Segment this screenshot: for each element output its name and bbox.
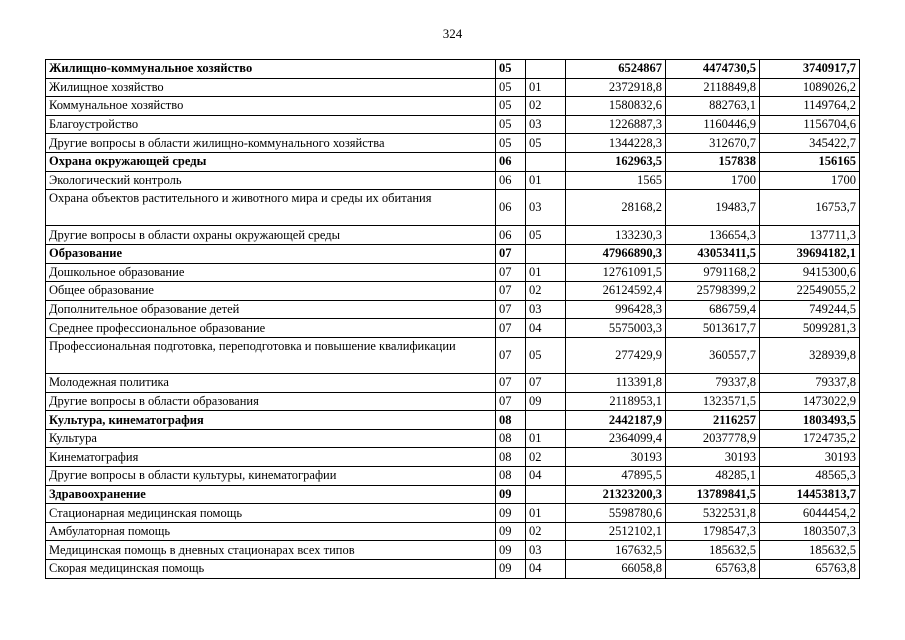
section-code-cell: 07: [496, 300, 526, 319]
table-row: [46, 190, 860, 226]
value-3-cell: 328939,8: [760, 337, 860, 373]
value-3-cell: 39694182,1: [760, 244, 860, 263]
value-1-cell: 1344228,3: [566, 134, 666, 153]
row-name-cell: Коммунальное хозяйство: [46, 97, 496, 116]
table-row: [46, 78, 860, 97]
value-1-cell: 1580832,6: [566, 97, 666, 116]
value-1-cell: 162963,5: [566, 152, 666, 171]
value-2-cell: 686759,4: [666, 300, 760, 319]
subsection-code-cell: 03: [526, 115, 566, 134]
value-1-cell: 28168,2: [566, 190, 666, 226]
subsection-code-cell: 03: [526, 190, 566, 226]
section-code-cell: 09: [496, 485, 526, 504]
value-3-cell: 65763,8: [760, 560, 860, 579]
table-row: [46, 541, 860, 560]
section-code-cell: 05: [496, 60, 526, 79]
value-1-cell: 2118953,1: [566, 392, 666, 411]
row-name-cell: Стационарная медицинская помощь: [46, 504, 496, 523]
value-3-cell: 1149764,2: [760, 97, 860, 116]
value-2-cell: 65763,8: [666, 560, 760, 579]
table-row: [46, 115, 860, 134]
value-2-cell: 43053411,5: [666, 244, 760, 263]
subsection-code-cell: 02: [526, 522, 566, 541]
value-2-cell: 185632,5: [666, 541, 760, 560]
value-1-cell: 2442187,9: [566, 411, 666, 430]
value-1-cell: 2372918,8: [566, 78, 666, 97]
subsection-code-cell: 01: [526, 171, 566, 190]
subsection-code-cell: [526, 411, 566, 430]
table-row: [46, 282, 860, 301]
value-3-cell: 16753,7: [760, 190, 860, 226]
row-name-cell: Другие вопросы в области охраны окружающей среды: [46, 226, 496, 245]
section-code-cell: 09: [496, 560, 526, 579]
section-code-cell: 06: [496, 152, 526, 171]
subsection-code-cell: [526, 485, 566, 504]
row-name-cell: Кинематография: [46, 448, 496, 467]
subsection-code-cell: 09: [526, 392, 566, 411]
value-3-cell: 185632,5: [760, 541, 860, 560]
section-code-cell: 06: [496, 190, 526, 226]
table-row: [46, 97, 860, 116]
table-row: [46, 171, 860, 190]
row-name-cell: Амбулаторная помощь: [46, 522, 496, 541]
subsection-code-cell: 05: [526, 134, 566, 153]
row-name-cell: Другие вопросы в области культуры, кинематографии: [46, 467, 496, 486]
value-1-cell: 12761091,5: [566, 263, 666, 282]
subsection-code-cell: 04: [526, 319, 566, 338]
value-3-cell: 48565,3: [760, 467, 860, 486]
value-1-cell: 1565: [566, 171, 666, 190]
section-total-row: [46, 244, 860, 263]
value-2-cell: 157838: [666, 152, 760, 171]
table-row: [46, 504, 860, 523]
budget-table: [45, 59, 860, 579]
table-row: [46, 226, 860, 245]
row-name-cell: Культура: [46, 429, 496, 448]
value-3-cell: 1803507,3: [760, 522, 860, 541]
subsection-code-cell: 01: [526, 263, 566, 282]
subsection-code-cell: 05: [526, 226, 566, 245]
section-code-cell: 07: [496, 282, 526, 301]
value-3-cell: 1700: [760, 171, 860, 190]
section-code-cell: 05: [496, 97, 526, 116]
table-row: [46, 319, 860, 338]
value-2-cell: 79337,8: [666, 374, 760, 393]
value-1-cell: 47966890,3: [566, 244, 666, 263]
value-3-cell: 1089026,2: [760, 78, 860, 97]
value-2-cell: 360557,7: [666, 337, 760, 373]
subsection-code-cell: 03: [526, 300, 566, 319]
table-row: [46, 263, 860, 282]
section-code-cell: 07: [496, 337, 526, 373]
table-row: [46, 522, 860, 541]
value-1-cell: 30193: [566, 448, 666, 467]
value-1-cell: 6524867: [566, 60, 666, 79]
value-2-cell: 1798547,3: [666, 522, 760, 541]
row-name-cell: Экологический контроль: [46, 171, 496, 190]
budget-table-body: [46, 60, 860, 579]
section-code-cell: 09: [496, 522, 526, 541]
row-name-cell: Дошкольное образование: [46, 263, 496, 282]
section-code-cell: 06: [496, 226, 526, 245]
value-2-cell: 5322531,8: [666, 504, 760, 523]
subsection-code-cell: 01: [526, 429, 566, 448]
section-code-cell: 07: [496, 319, 526, 338]
row-name-cell: Культура, кинематография: [46, 411, 496, 430]
row-name-cell: Жилищно-коммунальное хозяйство: [46, 60, 496, 79]
value-3-cell: 1473022,9: [760, 392, 860, 411]
row-name-cell: Другие вопросы в области образования: [46, 392, 496, 411]
section-code-cell: 08: [496, 467, 526, 486]
table-row: [46, 448, 860, 467]
value-2-cell: 2116257: [666, 411, 760, 430]
value-1-cell: 277429,9: [566, 337, 666, 373]
table-row: [46, 467, 860, 486]
subsection-code-cell: 04: [526, 467, 566, 486]
subsection-code-cell: 01: [526, 504, 566, 523]
table-row: [46, 134, 860, 153]
row-name-cell: Профессиональная подготовка, переподготовка и повышение квалификации: [46, 337, 496, 373]
row-name-cell: Молодежная политика: [46, 374, 496, 393]
row-name-cell: Скорая медицинская помощь: [46, 560, 496, 579]
row-name-cell: Благоустройство: [46, 115, 496, 134]
value-2-cell: 13789841,5: [666, 485, 760, 504]
value-3-cell: 9415300,6: [760, 263, 860, 282]
section-code-cell: 08: [496, 448, 526, 467]
value-2-cell: 2037778,9: [666, 429, 760, 448]
row-name-cell: Общее образование: [46, 282, 496, 301]
section-code-cell: 07: [496, 244, 526, 263]
value-3-cell: 5099281,3: [760, 319, 860, 338]
section-total-row: [46, 411, 860, 430]
page-number: 324: [442, 26, 463, 41]
value-3-cell: 22549055,2: [760, 282, 860, 301]
value-1-cell: 26124592,4: [566, 282, 666, 301]
value-3-cell: 1724735,2: [760, 429, 860, 448]
value-3-cell: 137711,3: [760, 226, 860, 245]
value-1-cell: 66058,8: [566, 560, 666, 579]
subsection-code-cell: 02: [526, 97, 566, 116]
value-1-cell: 5575003,3: [566, 319, 666, 338]
section-total-row: [46, 485, 860, 504]
value-1-cell: 1226887,3: [566, 115, 666, 134]
value-2-cell: 1700: [666, 171, 760, 190]
value-1-cell: 47895,5: [566, 467, 666, 486]
section-total-row: [46, 60, 860, 79]
value-1-cell: 21323200,3: [566, 485, 666, 504]
row-name-cell: Жилищное хозяйство: [46, 78, 496, 97]
section-code-cell: 05: [496, 134, 526, 153]
value-2-cell: 25798399,2: [666, 282, 760, 301]
value-1-cell: 2512102,1: [566, 522, 666, 541]
value-2-cell: 5013617,7: [666, 319, 760, 338]
subsection-code-cell: 05: [526, 337, 566, 373]
value-3-cell: 156165: [760, 152, 860, 171]
value-3-cell: 79337,8: [760, 374, 860, 393]
section-code-cell: 07: [496, 374, 526, 393]
table-row: [46, 300, 860, 319]
section-code-cell: 06: [496, 171, 526, 190]
subsection-code-cell: [526, 60, 566, 79]
subsection-code-cell: [526, 244, 566, 263]
table-row: [46, 337, 860, 373]
value-2-cell: 882763,1: [666, 97, 760, 116]
value-1-cell: 113391,8: [566, 374, 666, 393]
row-name-cell: Охрана объектов растительного и животного мира и среды их обитания: [46, 190, 496, 226]
value-2-cell: 1323571,5: [666, 392, 760, 411]
section-code-cell: 05: [496, 78, 526, 97]
value-1-cell: 2364099,4: [566, 429, 666, 448]
subsection-code-cell: [526, 152, 566, 171]
row-name-cell: Другие вопросы в области жилищно-коммунального хозяйства: [46, 134, 496, 153]
section-code-cell: 05: [496, 115, 526, 134]
table-row: [46, 560, 860, 579]
value-2-cell: 4474730,5: [666, 60, 760, 79]
table-row: [46, 374, 860, 393]
section-code-cell: 09: [496, 541, 526, 560]
subsection-code-cell: 07: [526, 374, 566, 393]
value-2-cell: 30193: [666, 448, 760, 467]
subsection-code-cell: 02: [526, 282, 566, 301]
value-3-cell: 30193: [760, 448, 860, 467]
table-row: [46, 429, 860, 448]
section-code-cell: 09: [496, 504, 526, 523]
value-2-cell: 9791168,2: [666, 263, 760, 282]
value-3-cell: 6044454,2: [760, 504, 860, 523]
value-2-cell: 312670,7: [666, 134, 760, 153]
section-code-cell: 07: [496, 392, 526, 411]
row-name-cell: Образование: [46, 244, 496, 263]
value-2-cell: 2118849,8: [666, 78, 760, 97]
value-3-cell: 1803493,5: [760, 411, 860, 430]
value-2-cell: 136654,3: [666, 226, 760, 245]
value-1-cell: 133230,3: [566, 226, 666, 245]
section-total-row: [46, 152, 860, 171]
row-name-cell: Здравоохранение: [46, 485, 496, 504]
value-1-cell: 167632,5: [566, 541, 666, 560]
value-2-cell: 48285,1: [666, 467, 760, 486]
row-name-cell: Медицинская помощь в дневных стационарах всех типов: [46, 541, 496, 560]
section-code-cell: 07: [496, 263, 526, 282]
value-3-cell: 14453813,7: [760, 485, 860, 504]
section-code-cell: 08: [496, 411, 526, 430]
value-3-cell: 3740917,7: [760, 60, 860, 79]
subsection-code-cell: 03: [526, 541, 566, 560]
row-name-cell: Охрана окружающей среды: [46, 152, 496, 171]
value-1-cell: 996428,3: [566, 300, 666, 319]
value-3-cell: 345422,7: [760, 134, 860, 153]
subsection-code-cell: 04: [526, 560, 566, 579]
subsection-code-cell: 01: [526, 78, 566, 97]
table-row: [46, 392, 860, 411]
section-code-cell: 08: [496, 429, 526, 448]
value-2-cell: 19483,7: [666, 190, 760, 226]
value-1-cell: 5598780,6: [566, 504, 666, 523]
subsection-code-cell: 02: [526, 448, 566, 467]
value-2-cell: 1160446,9: [666, 115, 760, 134]
row-name-cell: Среднее профессиональное образование: [46, 319, 496, 338]
value-3-cell: 749244,5: [760, 300, 860, 319]
value-3-cell: 1156704,6: [760, 115, 860, 134]
row-name-cell: Дополнительное образование детей: [46, 300, 496, 319]
